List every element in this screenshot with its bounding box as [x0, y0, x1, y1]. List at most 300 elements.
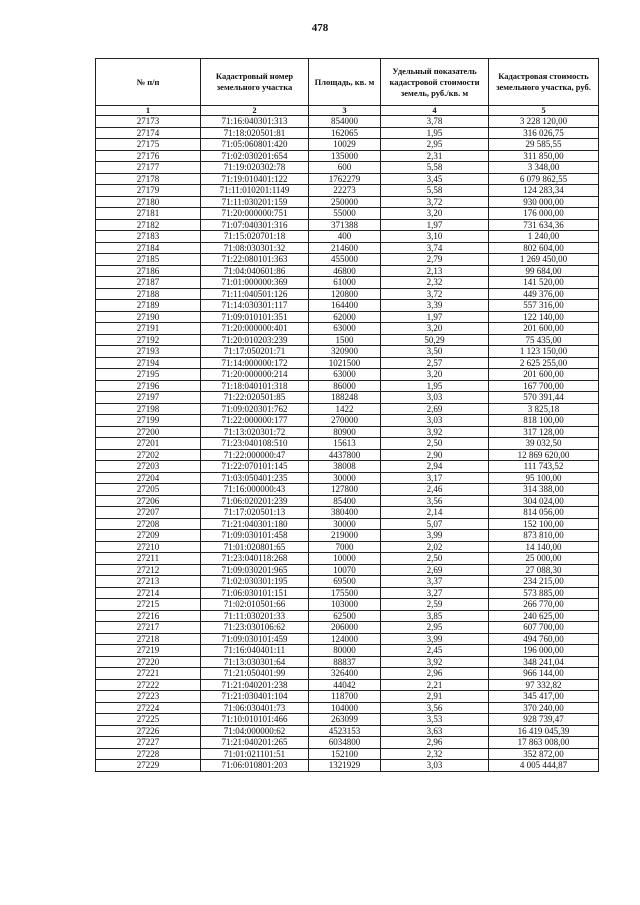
table-row [96, 576, 599, 588]
cell-cadastral-value: 607 700,00 [489, 622, 599, 634]
cell-row-number: 27190 [96, 311, 201, 323]
cell-cadastral-number: 71:03:050401:235 [201, 472, 309, 484]
table-row [96, 484, 599, 496]
cell-area: 188248 [309, 392, 381, 404]
cell-cadastral-value: 449 376,00 [489, 288, 599, 300]
table-row [96, 564, 599, 576]
cell-unit-value: 2,21 [381, 679, 489, 691]
table-row [96, 392, 599, 404]
table-row [96, 679, 599, 691]
cell-cadastral-value: 122 140,00 [489, 311, 599, 323]
cell-area: 80900 [309, 426, 381, 438]
cell-cadastral-value: 6 079 862,55 [489, 173, 599, 185]
cell-unit-value: 1,97 [381, 311, 489, 323]
cell-cadastral-value: 201 600,00 [489, 323, 599, 335]
cell-cadastral-value: 234 215,00 [489, 576, 599, 588]
cell-cadastral-number: 71:21:050401:99 [201, 668, 309, 680]
cell-unit-value: 2,91 [381, 691, 489, 703]
cell-unit-value: 2,94 [381, 461, 489, 473]
cell-area: 380400 [309, 507, 381, 519]
cell-cadastral-value: 266 770,00 [489, 599, 599, 611]
cell-row-number: 27184 [96, 242, 201, 254]
cell-unit-value: 2,13 [381, 265, 489, 277]
cell-cadastral-number: 71:20:000000:214 [201, 369, 309, 381]
cell-unit-value: 3,20 [381, 323, 489, 335]
cell-area: 263099 [309, 714, 381, 726]
cell-row-number: 27203 [96, 461, 201, 473]
cell-cadastral-value: 314 388,00 [489, 484, 599, 496]
table-row [96, 127, 599, 139]
table-row [96, 300, 599, 312]
cell-area: 6034800 [309, 737, 381, 749]
cell-area: 1321929 [309, 760, 381, 772]
cell-area: 162065 [309, 127, 381, 139]
cell-cadastral-number: 71:08:030301:32 [201, 242, 309, 254]
cell-cadastral-value: 12 869 620,00 [489, 449, 599, 461]
cell-cadastral-number: 71:22:000000:177 [201, 415, 309, 427]
table-row [96, 691, 599, 703]
cell-area: 46800 [309, 265, 381, 277]
cell-cadastral-number: 71:01:000000:369 [201, 277, 309, 289]
cell-cadastral-number: 71:16:040401:11 [201, 645, 309, 657]
cell-cadastral-number: 71:17:020501:13 [201, 507, 309, 519]
table-row [96, 162, 599, 174]
cell-cadastral-number: 71:06:030101:151 [201, 587, 309, 599]
cell-row-number: 27182 [96, 219, 201, 231]
cell-area: 120800 [309, 288, 381, 300]
table-row [96, 369, 599, 381]
table-row [96, 472, 599, 484]
cell-cadastral-number: 71:11:030201:33 [201, 610, 309, 622]
cell-row-number: 27204 [96, 472, 201, 484]
cell-cadastral-number: 71:14:030301:117 [201, 300, 309, 312]
cell-row-number: 27201 [96, 438, 201, 450]
cell-cadastral-value: 25 000,00 [489, 553, 599, 565]
cell-row-number: 27209 [96, 530, 201, 542]
cell-unit-value: 2,32 [381, 277, 489, 289]
cell-unit-value: 2,95 [381, 622, 489, 634]
cell-row-number: 27180 [96, 196, 201, 208]
cell-row-number: 27223 [96, 691, 201, 703]
cell-unit-value: 2,50 [381, 438, 489, 450]
column-number-row [96, 106, 599, 116]
cell-row-number: 27173 [96, 116, 201, 128]
cell-unit-value: 3,50 [381, 346, 489, 358]
cell-unit-value: 3,85 [381, 610, 489, 622]
cell-row-number: 27186 [96, 265, 201, 277]
cell-unit-value: 3,53 [381, 714, 489, 726]
table-row [96, 449, 599, 461]
cell-unit-value: 2,96 [381, 668, 489, 680]
cell-row-number: 27215 [96, 599, 201, 611]
cell-cadastral-value: 802 604,00 [489, 242, 599, 254]
cell-unit-value: 3,72 [381, 196, 489, 208]
table-row [96, 231, 599, 243]
cell-row-number: 27213 [96, 576, 201, 588]
cell-row-number: 27181 [96, 208, 201, 220]
cell-row-number: 27179 [96, 185, 201, 197]
table-row [96, 277, 599, 289]
cell-area: 86000 [309, 380, 381, 392]
cell-area: 30000 [309, 472, 381, 484]
cell-area: 127800 [309, 484, 381, 496]
table-row [96, 530, 599, 542]
table-row [96, 748, 599, 760]
cell-area: 118700 [309, 691, 381, 703]
cell-unit-value: 3,92 [381, 426, 489, 438]
cell-unit-value: 3,20 [381, 208, 489, 220]
cell-cadastral-value: 304 024,00 [489, 495, 599, 507]
cell-unit-value: 1,95 [381, 380, 489, 392]
cell-area: 10070 [309, 564, 381, 576]
cell-row-number: 27225 [96, 714, 201, 726]
cell-unit-value: 2,95 [381, 139, 489, 151]
cell-area: 455000 [309, 254, 381, 266]
cell-row-number: 27220 [96, 656, 201, 668]
cell-row-number: 27199 [96, 415, 201, 427]
cell-row-number: 27185 [96, 254, 201, 266]
cell-row-number: 27177 [96, 162, 201, 174]
cell-cadastral-number: 71:09:030101:458 [201, 530, 309, 542]
table-row [96, 254, 599, 266]
table-row [96, 553, 599, 565]
cell-unit-value: 3,56 [381, 495, 489, 507]
cell-cadastral-value: 1 269 450,00 [489, 254, 599, 266]
cell-cadastral-value: 17 863 008,00 [489, 737, 599, 749]
column-number: 5 [489, 106, 599, 116]
cell-area: 10000 [309, 553, 381, 565]
table-row [96, 541, 599, 553]
cell-area: 85400 [309, 495, 381, 507]
cell-area: 55000 [309, 208, 381, 220]
cell-area: 88837 [309, 656, 381, 668]
cell-cadastral-number: 71:13:030301:64 [201, 656, 309, 668]
cell-area: 7000 [309, 541, 381, 553]
cell-row-number: 27189 [96, 300, 201, 312]
cell-unit-value: 2,90 [381, 449, 489, 461]
cell-area: 175500 [309, 587, 381, 599]
table-row [96, 668, 599, 680]
cell-cadastral-value: 176 000,00 [489, 208, 599, 220]
cell-cadastral-value: 75 435,00 [489, 334, 599, 346]
table-row [96, 610, 599, 622]
cell-area: 219000 [309, 530, 381, 542]
cell-area: 10029 [309, 139, 381, 151]
cell-cadastral-number: 71:11:030201:159 [201, 196, 309, 208]
cell-cadastral-value: 873 810,00 [489, 530, 599, 542]
cell-unit-value: 1,95 [381, 127, 489, 139]
cell-cadastral-number: 71:19:010401:122 [201, 173, 309, 185]
cell-unit-value: 3,03 [381, 392, 489, 404]
cell-cadastral-value: 3 348,00 [489, 162, 599, 174]
table-row [96, 173, 599, 185]
page-number: 478 [311, 22, 329, 34]
table-row [96, 334, 599, 346]
cell-row-number: 27205 [96, 484, 201, 496]
cell-cadastral-number: 71:05:060801:420 [201, 139, 309, 151]
cell-area: 1500 [309, 334, 381, 346]
cell-unit-value: 3,74 [381, 242, 489, 254]
cell-cadastral-value: 152 100,00 [489, 518, 599, 530]
cell-cadastral-value: 124 283,34 [489, 185, 599, 197]
cell-cadastral-number: 71:18:040101:318 [201, 380, 309, 392]
cell-cadastral-number: 71:13:020301:72 [201, 426, 309, 438]
table-body [96, 116, 599, 772]
cell-cadastral-number: 71:01:021101:51 [201, 748, 309, 760]
cell-cadastral-number: 71:10:010101:466 [201, 714, 309, 726]
cell-cadastral-value: 345 417,00 [489, 691, 599, 703]
cell-row-number: 27188 [96, 288, 201, 300]
cell-cadastral-value: 167 700,00 [489, 380, 599, 392]
cell-area: 1422 [309, 403, 381, 415]
cell-row-number: 27174 [96, 127, 201, 139]
cell-area: 62000 [309, 311, 381, 323]
cell-area: 61000 [309, 277, 381, 289]
cell-cadastral-value: 3 228 120,00 [489, 116, 599, 128]
cell-area: 44042 [309, 679, 381, 691]
cell-unit-value: 5,07 [381, 518, 489, 530]
cell-cadastral-number: 71:15:020701:18 [201, 231, 309, 243]
cell-cadastral-number: 71:23:030106:62 [201, 622, 309, 634]
table-row [96, 737, 599, 749]
cell-unit-value: 3,56 [381, 702, 489, 714]
table-row [96, 116, 599, 128]
cell-row-number: 27176 [96, 150, 201, 162]
table-row [96, 622, 599, 634]
cell-cadastral-value: 818 100,00 [489, 415, 599, 427]
cell-row-number: 27212 [96, 564, 201, 576]
cell-row-number: 27216 [96, 610, 201, 622]
cell-area: 400 [309, 231, 381, 243]
cell-cadastral-number: 71:22:070101:145 [201, 461, 309, 473]
table-row [96, 714, 599, 726]
cell-row-number: 27195 [96, 369, 201, 381]
cell-cadastral-value: 1 240,00 [489, 231, 599, 243]
cell-cadastral-value: 141 520,00 [489, 277, 599, 289]
cell-cadastral-value: 95 100,00 [489, 472, 599, 484]
cell-cadastral-number: 71:16:040301:313 [201, 116, 309, 128]
cell-unit-value: 5,58 [381, 162, 489, 174]
cell-cadastral-number: 71:06:020201:239 [201, 495, 309, 507]
cell-unit-value: 3,03 [381, 760, 489, 772]
cell-unit-value: 2,46 [381, 484, 489, 496]
cell-area: 164400 [309, 300, 381, 312]
cell-unit-value: 3,92 [381, 656, 489, 668]
table-row [96, 139, 599, 151]
cell-unit-value: 2,96 [381, 737, 489, 749]
table-row [96, 656, 599, 668]
cell-row-number: 27192 [96, 334, 201, 346]
cell-area: 4523153 [309, 725, 381, 737]
cell-cadastral-number: 71:23:040108:510 [201, 438, 309, 450]
cell-area: 69500 [309, 576, 381, 588]
cell-cadastral-number: 71:09:010101:351 [201, 311, 309, 323]
table-row [96, 185, 599, 197]
cell-cadastral-value: 1 123 150,00 [489, 346, 599, 358]
cell-cadastral-value: 317 128,00 [489, 426, 599, 438]
cell-area: 600 [309, 162, 381, 174]
table-row [96, 518, 599, 530]
cell-cadastral-value: 201 600,00 [489, 369, 599, 381]
cell-cadastral-number: 71:02:030301:195 [201, 576, 309, 588]
cell-unit-value: 50,29 [381, 334, 489, 346]
cell-cadastral-value: 557 316,00 [489, 300, 599, 312]
table-row [96, 357, 599, 369]
cell-cadastral-number: 71:20:010203:239 [201, 334, 309, 346]
table-row [96, 346, 599, 358]
cell-cadastral-number: 71:20:000000:401 [201, 323, 309, 335]
table-row [96, 599, 599, 611]
cell-cadastral-number: 71:04:000000:62 [201, 725, 309, 737]
cell-cadastral-value: 111 743,52 [489, 461, 599, 473]
cell-cadastral-value: 29 585,55 [489, 139, 599, 151]
cell-unit-value: 3,99 [381, 633, 489, 645]
cell-cadastral-number: 71:16:000000:43 [201, 484, 309, 496]
cell-unit-value: 2,59 [381, 599, 489, 611]
table-row [96, 415, 599, 427]
cell-cadastral-number: 71:19:020302:78 [201, 162, 309, 174]
table-row [96, 323, 599, 335]
cell-cadastral-number: 71:04:040601:86 [201, 265, 309, 277]
header-row-number: № п/п [96, 59, 201, 106]
table-row [96, 633, 599, 645]
header-row [96, 59, 599, 106]
cell-row-number: 27224 [96, 702, 201, 714]
cell-area: 124000 [309, 633, 381, 645]
cell-area: 250000 [309, 196, 381, 208]
cell-row-number: 27175 [96, 139, 201, 151]
cell-unit-value: 2,45 [381, 645, 489, 657]
cell-row-number: 27214 [96, 587, 201, 599]
cell-cadastral-value: 494 760,00 [489, 633, 599, 645]
cell-cadastral-value: 97 332,82 [489, 679, 599, 691]
cell-area: 38008 [309, 461, 381, 473]
cell-row-number: 27221 [96, 668, 201, 680]
cell-row-number: 27194 [96, 357, 201, 369]
cell-unit-value: 3,63 [381, 725, 489, 737]
cell-area: 214600 [309, 242, 381, 254]
cell-cadastral-number: 71:11:040501:126 [201, 288, 309, 300]
cell-area: 103000 [309, 599, 381, 611]
cell-cadastral-value: 4 005 444,87 [489, 760, 599, 772]
table-row [96, 461, 599, 473]
cell-cadastral-number: 71:06:010801:203 [201, 760, 309, 772]
table-row [96, 150, 599, 162]
cell-row-number: 27202 [96, 449, 201, 461]
cell-row-number: 27178 [96, 173, 201, 185]
table-row [96, 219, 599, 231]
cell-unit-value: 1,97 [381, 219, 489, 231]
table-row [96, 587, 599, 599]
cell-unit-value: 3,27 [381, 587, 489, 599]
cell-row-number: 27227 [96, 737, 201, 749]
cell-unit-value: 2,69 [381, 564, 489, 576]
cell-area: 371388 [309, 219, 381, 231]
cell-row-number: 27229 [96, 760, 201, 772]
table-header [96, 59, 599, 116]
column-number: 3 [309, 106, 381, 116]
header-cadastral-value: Кадастровая стоимость земельного участка, руб. [489, 59, 599, 106]
cell-row-number: 27187 [96, 277, 201, 289]
cell-cadastral-value: 731 634,36 [489, 219, 599, 231]
cell-cadastral-number: 71:20:000000:751 [201, 208, 309, 220]
cell-area: 30000 [309, 518, 381, 530]
header-area: Площадь, кв. м [309, 59, 381, 106]
cell-row-number: 27200 [96, 426, 201, 438]
cell-area: 104000 [309, 702, 381, 714]
cell-row-number: 27191 [96, 323, 201, 335]
cell-cadastral-value: 814 056,00 [489, 507, 599, 519]
cell-row-number: 27211 [96, 553, 201, 565]
cell-cadastral-value: 14 140,00 [489, 541, 599, 553]
table-row [96, 196, 599, 208]
cell-cadastral-number: 71:11:010201:1149 [201, 185, 309, 197]
cell-cadastral-number: 71:23:040118:268 [201, 553, 309, 565]
cell-row-number: 27206 [96, 495, 201, 507]
table-row [96, 645, 599, 657]
cell-area: 1762279 [309, 173, 381, 185]
cell-cadastral-number: 71:02:010501:66 [201, 599, 309, 611]
cell-unit-value: 2,50 [381, 553, 489, 565]
cell-unit-value: 2,02 [381, 541, 489, 553]
cell-cadastral-value: 27 088,30 [489, 564, 599, 576]
cell-area: 15613 [309, 438, 381, 450]
cell-unit-value: 3,03 [381, 415, 489, 427]
column-number: 4 [381, 106, 489, 116]
cell-row-number: 27196 [96, 380, 201, 392]
table-row [96, 760, 599, 772]
cell-cadastral-value: 928 739,47 [489, 714, 599, 726]
cell-unit-value: 3,10 [381, 231, 489, 243]
cell-cadastral-value: 311 850,00 [489, 150, 599, 162]
cell-cadastral-value: 240 625,00 [489, 610, 599, 622]
cell-row-number: 27198 [96, 403, 201, 415]
cell-unit-value: 3,45 [381, 173, 489, 185]
cell-cadastral-number: 71:17:050201:71 [201, 346, 309, 358]
table-row [96, 265, 599, 277]
cell-unit-value: 3,17 [381, 472, 489, 484]
cell-cadastral-number: 71:09:030201:965 [201, 564, 309, 576]
cell-unit-value: 3,37 [381, 576, 489, 588]
cell-row-number: 27222 [96, 679, 201, 691]
table-row [96, 403, 599, 415]
table-row [96, 288, 599, 300]
cell-unit-value: 5,58 [381, 185, 489, 197]
header-cadastral-number: Кадастровый номер земельного участка [201, 59, 309, 106]
cell-area: 320900 [309, 346, 381, 358]
cell-cadastral-value: 570 391,44 [489, 392, 599, 404]
cell-cadastral-number: 71:06:030401:73 [201, 702, 309, 714]
cell-row-number: 27217 [96, 622, 201, 634]
cell-cadastral-number: 71:18:020501:81 [201, 127, 309, 139]
cell-row-number: 27193 [96, 346, 201, 358]
cell-area: 4437800 [309, 449, 381, 461]
cell-area: 854000 [309, 116, 381, 128]
cell-cadastral-number: 71:21:040201:265 [201, 737, 309, 749]
cell-unit-value: 3,72 [381, 288, 489, 300]
cell-unit-value: 3,99 [381, 530, 489, 542]
cell-row-number: 27210 [96, 541, 201, 553]
cell-cadastral-number: 71:21:040301:180 [201, 518, 309, 530]
cell-row-number: 27228 [96, 748, 201, 760]
cell-area: 1021500 [309, 357, 381, 369]
cell-unit-value: 3,39 [381, 300, 489, 312]
cell-unit-value: 2,32 [381, 748, 489, 760]
cell-unit-value: 2,14 [381, 507, 489, 519]
cell-cadastral-number: 71:21:030401:104 [201, 691, 309, 703]
cell-area: 152100 [309, 748, 381, 760]
cell-unit-value: 2,31 [381, 150, 489, 162]
